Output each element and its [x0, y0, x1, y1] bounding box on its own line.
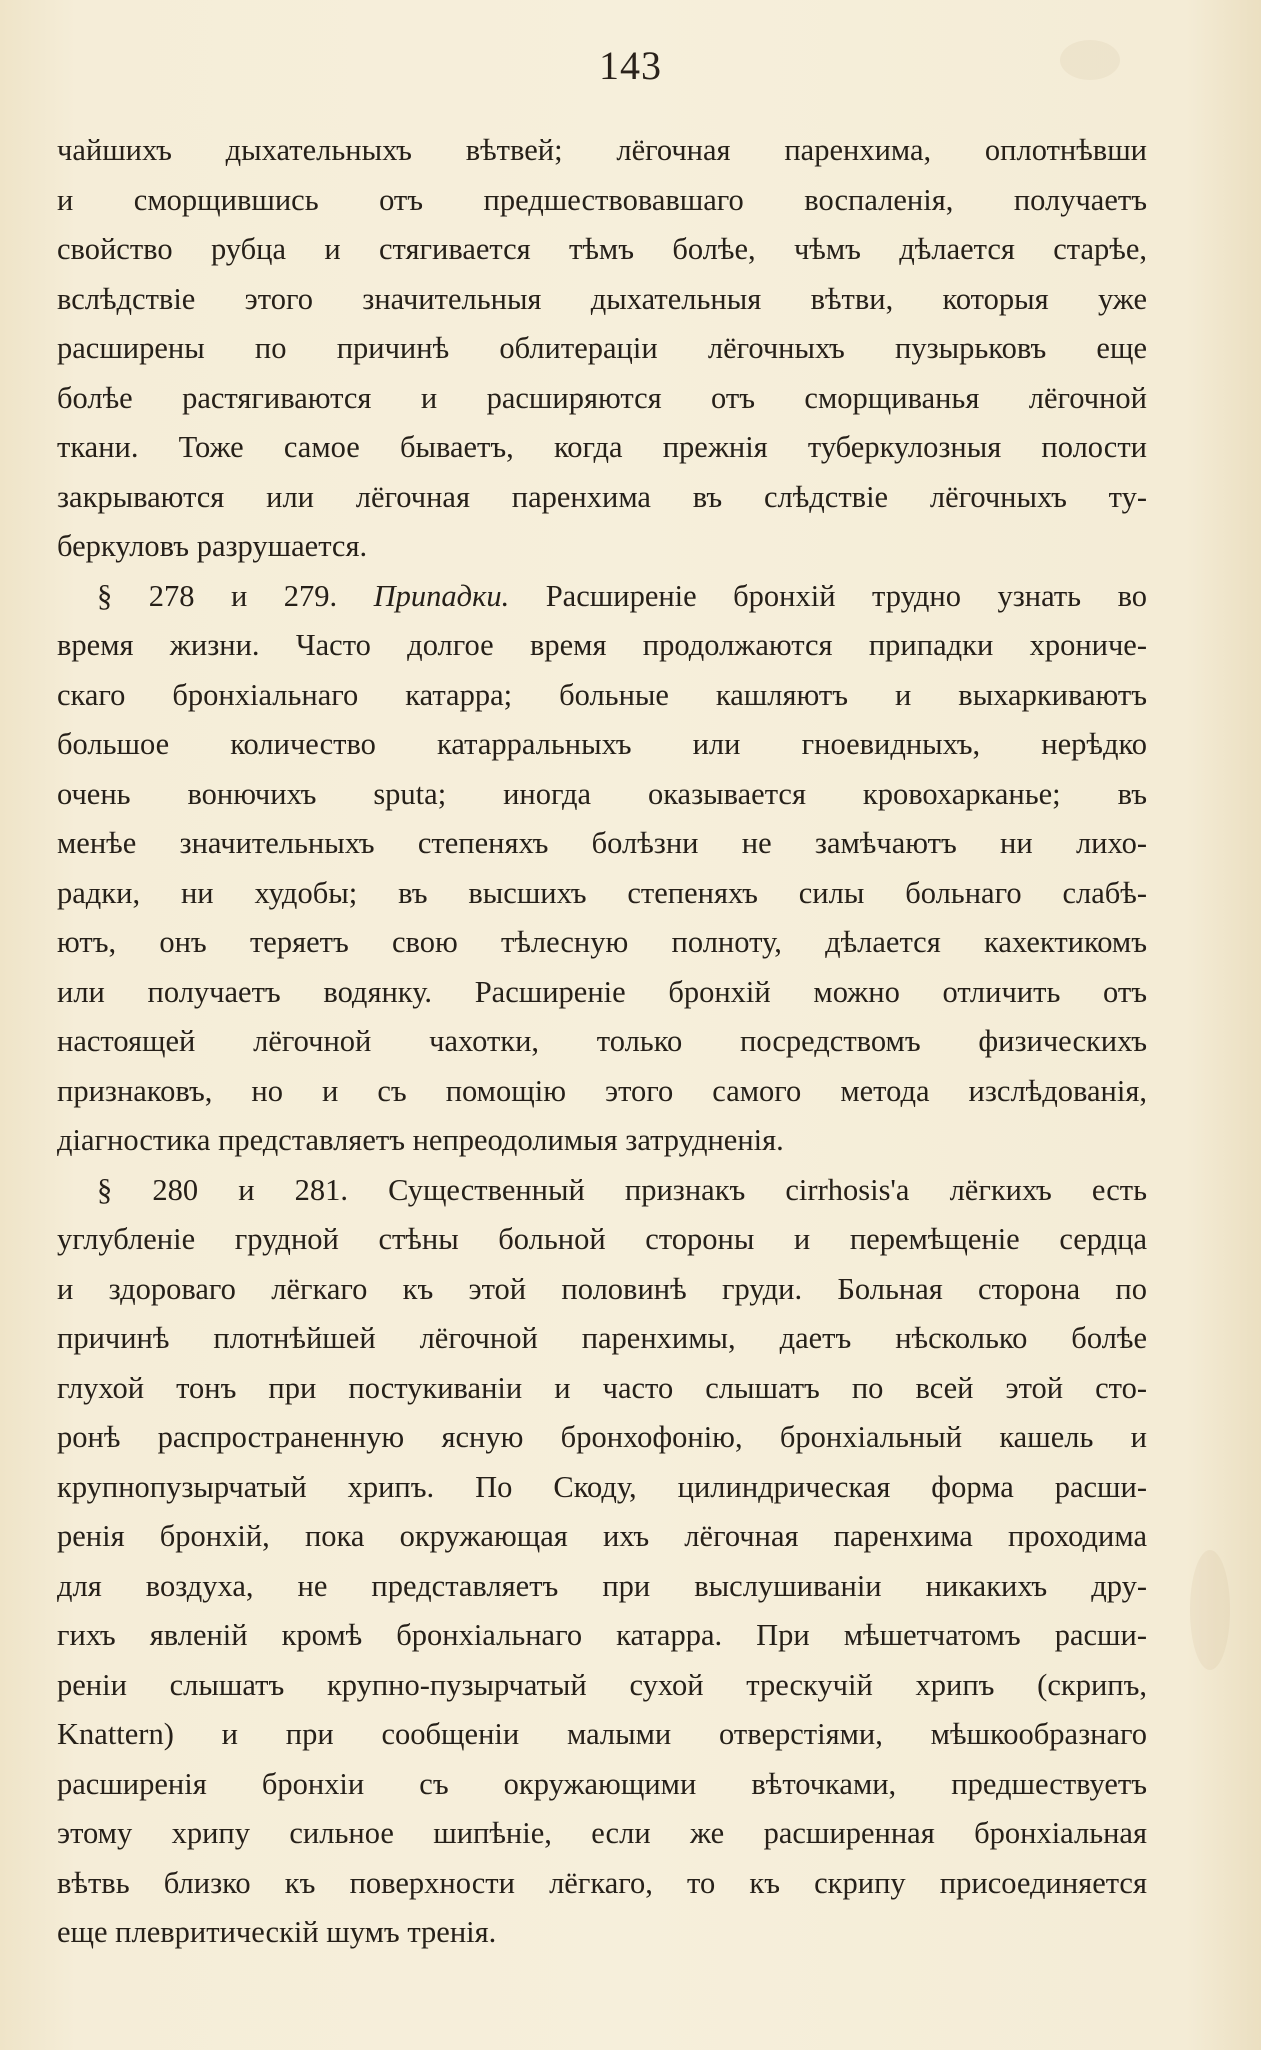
text-line: причинѣ плотнѣйшей лёгочной паренхимы, даетъ нѣсколько болѣе: [57, 1321, 1147, 1355]
text-line: менѣе значительныхъ степеняхъ болѣзни не замѣчаютъ ни лихо-: [57, 826, 1147, 860]
text-line: реніи слышатъ крупно-пузырчатый сухой трескучій хрипъ (скрипъ,: [57, 1667, 1147, 1702]
page-number: 143: [599, 43, 662, 88]
text-line: гихъ явленій кромѣ бронхіальнаго катарра. При мѣшетчатомъ расши-: [57, 1618, 1147, 1652]
paragraph: [57, 126, 1147, 572]
text-line: для воздуха, не представляетъ при выслушиваніи никакихъ дру-: [57, 1568, 1147, 1603]
text-line: радки, ни худобы; въ высшихъ степеняхъ силы больнаго слабѣ-: [57, 875, 1147, 910]
text-line: и сморщившись отъ предшествовавшаго воспаленія, получаетъ: [57, 182, 1147, 217]
text-line: и здороваго лёгкаго къ этой половинѣ груди. Больная сторона по: [57, 1271, 1147, 1306]
section-text: Существенный признакъ cirrhosis'a лёгкихъ есть: [388, 1172, 1147, 1207]
text-line: крупнопузырчатый хрипъ. По Скоду, цилиндрическая форма расши-: [57, 1469, 1147, 1504]
section-first-line: [57, 1166, 1147, 1216]
text-line: расширенія бронхіи съ окружающими вѣточками, предшествуетъ: [57, 1766, 1147, 1801]
text-line: ронѣ распространенную ясную бронхофонію, бронхіальный кашель и: [57, 1420, 1147, 1454]
section-first-line: [57, 572, 1147, 622]
text-line: беркуловъ разрушается.: [57, 529, 368, 563]
paragraph: [57, 1166, 1147, 1958]
text-line: болѣе растягиваются и расширяются отъ сморщиванья лёгочной: [57, 380, 1147, 415]
text-line: большое количество катарральныхъ или гноевидныхъ, нерѣдко: [57, 727, 1147, 761]
section-heading: Припадки.: [373, 578, 510, 613]
text-line: вѣтвь близко къ поверхности лёгкаго, то къ скрипу присоединяется: [57, 1865, 1147, 1900]
paragraph: [57, 572, 1147, 1166]
body-text: [57, 126, 1147, 1958]
text-line: чайшихъ дыхательныхъ вѣтвей; лёгочная паренхима, оплотнѣвши: [57, 133, 1147, 167]
text-line: діагностика представляетъ непреодолимыя затрудненія.: [57, 1123, 784, 1157]
paper-stain: [1190, 1550, 1230, 1670]
text-line: скаго бронхіальнаго катарра; больные кашляютъ и выхаркиваютъ: [57, 677, 1147, 712]
text-line: время жизни. Часто долгое время продолжаются припадки хрониче-: [57, 628, 1147, 662]
text-line: глухой тонъ при постукиваніи и часто слышатъ по всей этой сто-: [57, 1370, 1147, 1405]
text-line: закрываются или лёгочная паренхима въ слѣдствіе лёгочныхъ ту-: [57, 479, 1147, 514]
text-line: расширены по причинѣ облитераціи лёгочныхъ пузырьковъ еще: [57, 331, 1147, 365]
section-number: § 280 и 281.: [97, 1172, 348, 1207]
text-line: очень вонючихъ sputa; иногда оказывается кровохарканье; въ: [57, 776, 1147, 811]
text-line: ренія бронхій, пока окружающая ихъ лёгочная паренхима проходима: [57, 1519, 1147, 1553]
section-text: Расширеніе бронхій трудно узнать во: [545, 578, 1147, 613]
text-line: или получаетъ водянку. Расширеніе бронхій можно отличить отъ: [57, 974, 1147, 1009]
text-line: настоящей лёгочной чахотки, только посредствомъ физическихъ: [57, 1024, 1147, 1058]
text-line: ютъ, онъ теряетъ свою тѣлесную полноту, дѣлается кахектикомъ: [57, 925, 1147, 959]
text-line: Knattern) и при сообщеніи малыми отверстіями, мѣшкообразнаго: [57, 1717, 1147, 1751]
text-line: вслѣдствіе этого значительныя дыхательныя вѣтви, которыя уже: [57, 281, 1147, 316]
text-line: еще плевритическій шумъ тренія.: [57, 1915, 497, 1949]
text-line: признаковъ, но и съ помощію этого самого метода изслѣдованія,: [57, 1073, 1147, 1108]
section-number: § 278 и 279.: [97, 578, 338, 613]
text-line: ткани. Тоже самое бываетъ, когда прежнія туберкулозныя полости: [57, 430, 1147, 464]
text-line: углубленіе грудной стѣны больной стороны и перемѣщеніе сердца: [57, 1222, 1147, 1256]
text-line: этому хрипу сильное шипѣніе, если же расширенная бронхіальная: [57, 1816, 1147, 1850]
text-line: свойство рубца и стягивается тѣмъ болѣе, чѣмъ дѣлается старѣе,: [57, 232, 1147, 266]
